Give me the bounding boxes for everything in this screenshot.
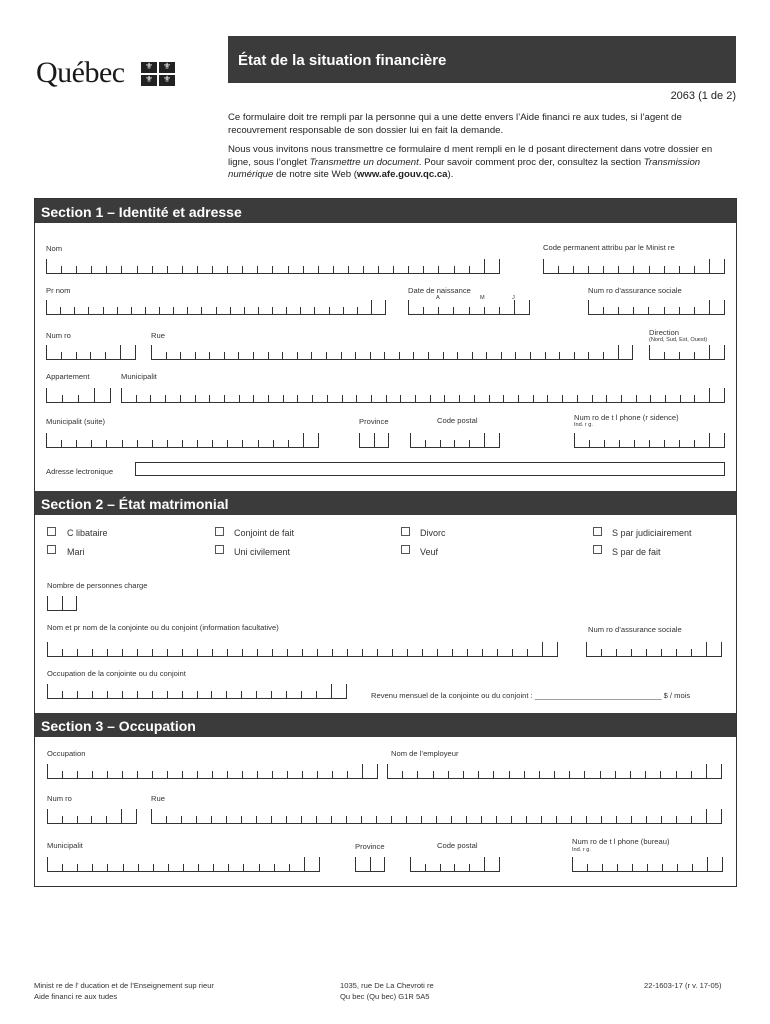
telephone-residence-field[interactable] — [574, 434, 725, 448]
province-label: Province — [359, 417, 389, 426]
conjoint-de-fait-checkbox[interactable] — [215, 527, 224, 536]
nom-label: Nom — [46, 244, 63, 253]
date-naissance-label: Date de naissance — [408, 286, 471, 295]
courriel-label: Adresse lectronique — [46, 467, 114, 476]
occupation-label: Occupation — [47, 749, 86, 758]
celibataire-label: C libataire — [67, 528, 108, 538]
telephone-bureau-label: Num ro de t l phone (bureau) — [572, 837, 670, 846]
code-permanent-field[interactable] — [543, 260, 725, 274]
nas-conjoint-field[interactable] — [586, 643, 722, 657]
code-postal-label: Code postal — [437, 416, 478, 425]
separe-de-fait-checkbox[interactable] — [593, 545, 602, 554]
code-permanent-label: Code permanent attribu par le Minist re — [543, 243, 675, 252]
footer-ministry: Minist re de l’ ducation et de l’Enseignement sup rieur Aide financi re aux tudes — [34, 981, 214, 1001]
nb-personnes-label: Nombre de personnes charge — [47, 581, 148, 590]
direction-sublabel: (Nord, Sud, Est, Ouest) — [649, 337, 708, 343]
prenom-label: Pr nom — [46, 286, 71, 295]
celibataire-checkbox[interactable] — [47, 527, 56, 536]
website-link[interactable]: www.afe.gouv.qc.ca — [356, 169, 448, 180]
nom-conjoint-field[interactable] — [47, 643, 558, 657]
section-2-header: Section 2 – État matrimonial — [35, 491, 736, 515]
nom-conjoint-label: Nom et pr nom de la conjointe ou du conjoint (information facultative) — [47, 623, 279, 632]
separe-de-fait-label: S par de fait — [612, 547, 661, 557]
ind-reg-label: Ind. r g. — [574, 422, 593, 428]
separe-judiciairement-label: S par judiciairement — [612, 528, 692, 538]
nom-field[interactable] — [46, 260, 500, 274]
nb-personnes-field[interactable] — [47, 597, 77, 611]
uni-civilement-checkbox[interactable] — [215, 545, 224, 554]
section-3-header: Section 3 – Occupation — [35, 713, 736, 737]
conjoint-de-fait-label: Conjoint de fait — [234, 528, 295, 538]
municipalite-employeur-label: Municipalit — [47, 841, 83, 850]
footer-address: 1035, rue De La Chevroti re Qu bec (Qu bec) G1R 5A5 — [340, 981, 434, 1001]
intro-paragraph-2: Nous vous invitons nous transmettre ce formulaire d ment rempli en le d posant directement dans votre dossier en ligne, sous l’onglet Transmettre un document. Pour savoir comment proc der, consultez la section Transmission numérique de notre site Web (www.afe.gouv.qc.ca). — [228, 144, 713, 180]
date-day-label: J — [512, 295, 515, 301]
footer-form-code: 22-1603-17 (r v. 17-05) — [644, 981, 722, 990]
numero-employeur-field[interactable] — [47, 810, 137, 824]
nas-conjoint-label: Num ro d’assurance sociale — [588, 625, 682, 634]
province-employeur-field[interactable] — [355, 858, 385, 872]
divorce-label: Divorc — [420, 528, 446, 538]
ind-reg-bureau-label: Ind. r g. — [572, 847, 591, 853]
veuf-checkbox[interactable] — [401, 545, 410, 554]
date-month-label: M — [480, 295, 485, 301]
province-employeur-label: Province — [355, 842, 385, 851]
revenu-conjoint-label: Revenu mensuel de la conjointe ou du conjoint : ______________________________ $ / mois — [371, 691, 691, 700]
intro-paragraph-1: Ce formulaire doit tre rempli par la personne qui a une dette envers l’Aide financi re aux tudes, si l’agent de recouvrement responsable de son dossier lui en fait la demande. — [228, 112, 682, 136]
municipalite-label: Municipalit — [121, 372, 157, 381]
telephone-bureau-field[interactable] — [572, 858, 723, 872]
telephone-residence-label: Num ro de t l phone (r sidence) — [574, 413, 679, 422]
municipalite-employeur-field[interactable] — [47, 858, 320, 872]
divorce-checkbox[interactable] — [401, 527, 410, 536]
direction-label: Direction — [649, 328, 679, 337]
numero-label: Num ro — [46, 331, 71, 340]
code-postal-field[interactable] — [410, 434, 500, 448]
section-1-header: Section 1 – Identité et adresse — [35, 199, 736, 223]
occupation-conjoint-field[interactable] — [47, 685, 347, 699]
prenom-field[interactable] — [46, 301, 386, 315]
marie-label: Mari — [67, 547, 85, 557]
municipalite-suite-field[interactable] — [46, 434, 319, 448]
nas-field[interactable] — [588, 301, 725, 315]
municipalite-field[interactable] — [121, 389, 725, 403]
employeur-field[interactable] — [387, 765, 722, 779]
marie-checkbox[interactable] — [47, 545, 56, 554]
rue-employeur-label: Rue — [151, 794, 165, 803]
municipalite-suite-label: Municipalit (suite) — [46, 417, 106, 426]
veuf-label: Veuf — [420, 547, 439, 557]
date-naissance-field[interactable] — [408, 301, 530, 315]
page-number: 2063 (1 de 2) — [670, 90, 736, 102]
employeur-label: Nom de l’employeur — [391, 749, 459, 758]
quebec-logo: Québec — [36, 56, 125, 89]
rue-label: Rue — [151, 331, 165, 340]
rue-employeur-field[interactable] — [151, 810, 722, 824]
separe-judiciairement-checkbox[interactable] — [593, 527, 602, 536]
occupation-conjoint-label: Occupation de la conjointe ou du conjoint — [47, 669, 186, 678]
date-year-label: A — [436, 295, 440, 301]
uni-civilement-label: Uni civilement — [234, 547, 291, 557]
nas-label: Num ro d’assurance sociale — [588, 286, 682, 295]
province-field[interactable] — [359, 434, 389, 448]
appartement-field[interactable] — [46, 389, 111, 403]
appartement-label: Appartement — [46, 372, 90, 381]
occupation-field[interactable] — [47, 765, 378, 779]
form-title: État de la situation financière — [228, 36, 736, 83]
rue-field[interactable] — [151, 346, 633, 360]
fleur-de-lis-icon: ⚜ ⚜ ⚜ ⚜ — [141, 62, 175, 86]
code-postal-employeur-label: Code postal — [437, 841, 478, 850]
numero-employeur-label: Num ro — [47, 794, 72, 803]
numero-field[interactable] — [46, 346, 136, 360]
direction-field[interactable] — [649, 346, 725, 360]
courriel-field[interactable] — [135, 462, 725, 476]
code-postal-employeur-field[interactable] — [410, 858, 500, 872]
